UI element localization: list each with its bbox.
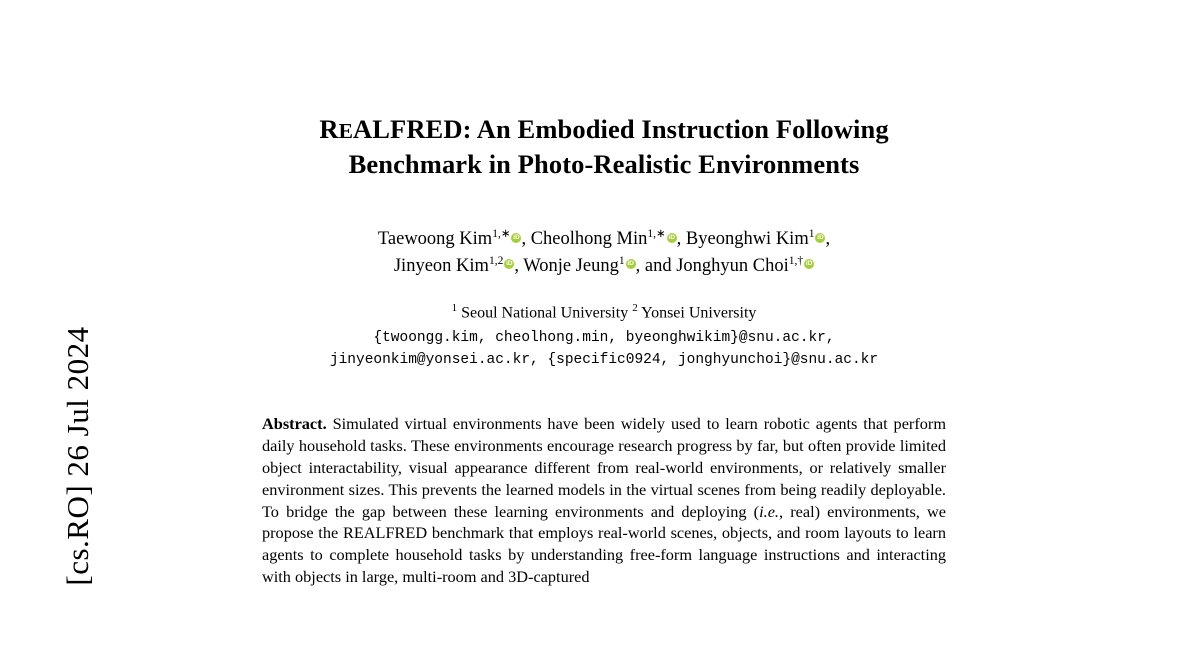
author-affil-marker: 1 [618,254,625,267]
orcid-icon[interactable] [626,259,636,269]
author-line1-tail: , [825,229,831,250]
orcid-icon[interactable] [511,233,521,243]
affiliation-marker-1: 1 [451,302,458,315]
author-taewoong-kim: Taewoong Kim [377,229,493,250]
abstract-paragraph [262,371,946,588]
author-emails [262,325,946,371]
author-byeonghwi-kim: , Byeonghwi Kim [676,229,809,250]
author-affil-marker: 1,∗ [492,228,511,241]
author-cheolhong-min: , Cheolhong Min [521,229,648,250]
author-affil-marker: 1,2 [488,254,504,267]
abstract-text-part-3: benchmark that employs real-world scenes, objects, and room layouts to learn agents to complete household tasks by understanding free-form language instructions and interacting with objects in large, multi-room and 3D-captured [262,523,946,587]
orcid-icon[interactable] [504,259,514,269]
paper-page [262,0,946,648]
abstract-text-part-1: Simulated virtual environments have been widely used to learn robotic agents that perform daily household tasks. These environments encourage research progress by far, but often provide limited object interactability, visual appearance different from real-world environments, or relatively smaller environment sizes. This prevents the learned models in the virtual scenes from being readily deployable. To bridge the gap between these learning environments and deploying ( [262,413,946,521]
title-line-1-rest: ALFRED: An Embodied Instruction Following [353,114,889,144]
title-smallcap-e: E [338,119,354,143]
abstract-text-part-2: , real) environments, we propose the [262,501,947,543]
abstract-ie: i.e. [759,501,779,521]
email-line-1: {twoongg.kim, cheolhong.min, byeonghwikim}@snu.ac.kr, [373,329,835,346]
author-list [262,182,946,279]
abstract-label: Abstract. [262,413,327,433]
benchmark-name-rest: EALFRED [353,523,428,543]
title-line-2: Benchmark in Photo-Realistic Environments [348,149,860,180]
author-affil-marker: 1,∗ [647,228,666,241]
author-affil-marker: 1 [808,228,815,241]
arxiv-identifier-stamp: [cs.RO] 26 Jul 2024 [60,326,95,586]
title-initial: R [319,114,339,144]
orcid-icon[interactable] [815,233,825,243]
affiliation-marker-2: 2 [632,302,638,315]
affiliation-1: Seoul National University [457,304,633,322]
author-jonghyun-choi: , and Jonghyun Choi [635,256,789,277]
email-line-2: jinyeonkim@yonsei.ac.kr, {specific0924, jonghyunchoi}@snu.ac.kr [329,351,879,368]
affiliation-2: Yonsei University [637,304,757,322]
affiliations [262,279,946,325]
benchmark-name-initial: R [342,523,354,543]
author-affil-marker: 1,† [788,254,804,267]
page-title [262,0,946,182]
author-wonje-jeung: , Wonje Jeung [514,256,619,277]
orcid-icon[interactable] [804,259,814,269]
author-jinyeon-kim: Jinyeon Kim [393,256,489,277]
orcid-icon[interactable] [667,233,677,243]
title-line-1 [319,114,888,144]
